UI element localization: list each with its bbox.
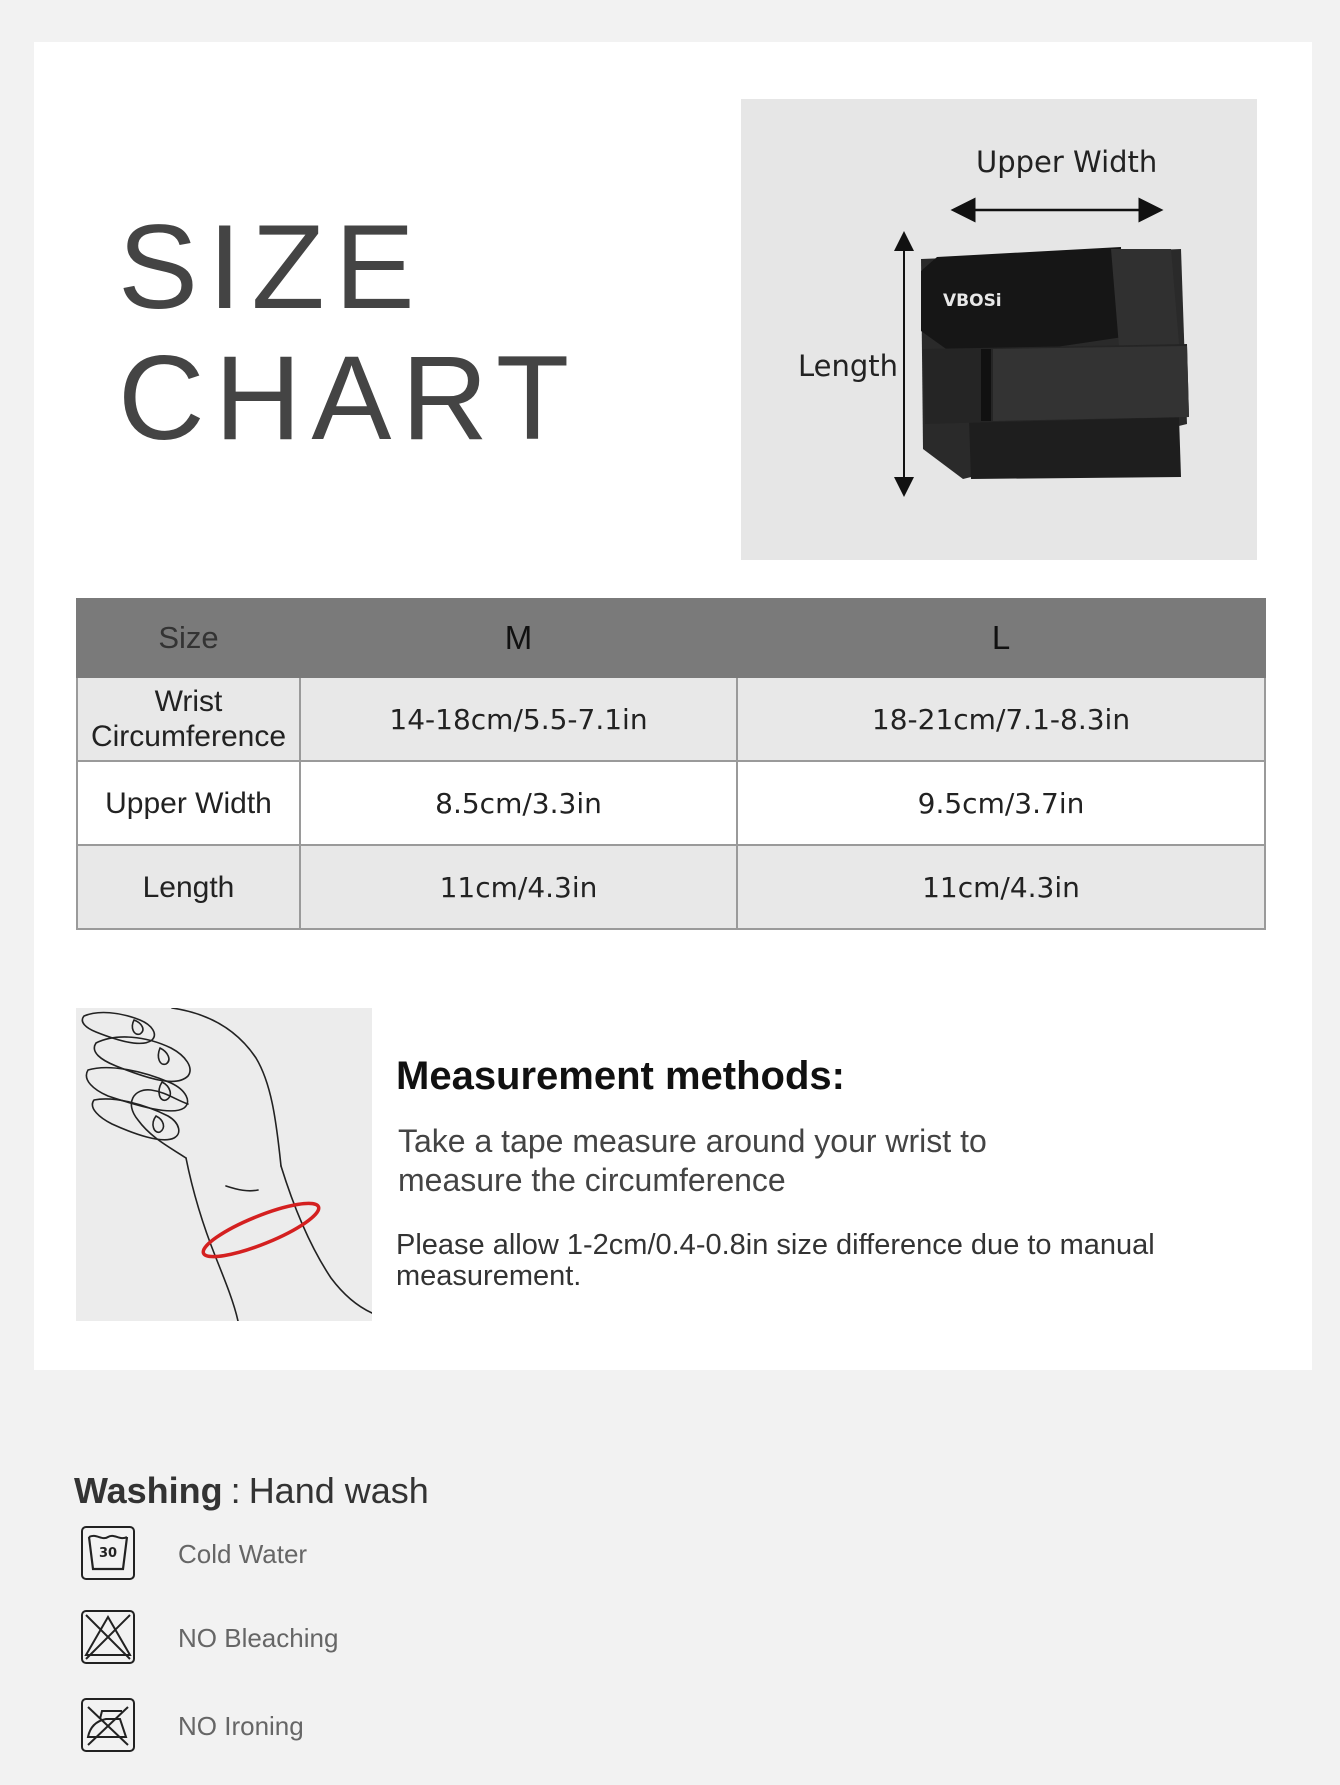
header-size: Size — [77, 599, 300, 677]
table-header-row — [77, 599, 1265, 677]
hand-wrist-icon — [76, 1008, 372, 1321]
header-size-m: M — [300, 599, 737, 677]
washing-value: Hand wash — [248, 1470, 429, 1511]
row-label-line: Wrist — [154, 685, 223, 718]
care-item-no-bleaching — [80, 1609, 680, 1669]
header-size-l: L — [737, 599, 1265, 677]
row-label-upper-width: Upper Width — [77, 761, 300, 845]
measurement-instructions: Take a tape measure around your wrist to measure the circumference — [398, 1123, 987, 1198]
care-item-cold-water — [80, 1525, 680, 1585]
wash-30-icon — [80, 1525, 136, 1581]
cell-wrist-m: 14-18cm/5.5-7.1in — [300, 677, 737, 761]
care-label-cold-water: Cold Water — [178, 1539, 308, 1569]
row-label-length: Length — [77, 845, 300, 929]
care-item-no-ironing — [80, 1697, 680, 1757]
cell-length-m: 11cm/4.3in — [300, 845, 737, 929]
cell-length-l: 11cm/4.3in — [737, 845, 1265, 929]
wash-temperature: 30 — [98, 1546, 118, 1561]
care-label-no-ironing: NO Ironing — [178, 1711, 304, 1741]
row-label-wrist-circumference — [77, 677, 300, 761]
washing-instructions — [74, 1470, 429, 1512]
page-title — [118, 202, 579, 464]
washing-key: Washing — [74, 1470, 223, 1511]
brand-logo: VBOSi — [943, 291, 1002, 311]
product-dimension-diagram — [741, 99, 1257, 560]
size-table — [76, 598, 1266, 930]
table-row-upper-width — [77, 761, 1265, 845]
cell-wrist-l: 18-21cm/7.1-8.3in — [737, 677, 1265, 761]
measurement-note: Please allow 1-2cm/0.4-0.8in size difference due to manual measurement. — [396, 1229, 1155, 1292]
title-line-chart: CHART — [118, 331, 580, 465]
table-row-wrist-circumference — [77, 677, 1265, 761]
measurement-methods-title: Measurement methods: — [396, 1054, 845, 1098]
washing-separator: : — [230, 1470, 241, 1511]
upper-width-label: Upper Width — [976, 145, 1158, 179]
cell-upper-width-m: 8.5cm/3.3in — [300, 761, 737, 845]
no-iron-icon — [80, 1697, 136, 1753]
length-label: Length — [798, 349, 899, 383]
no-bleach-icon — [80, 1609, 136, 1665]
title-line-size: SIZE — [118, 200, 425, 334]
row-label-line: Circumference — [90, 720, 287, 753]
cell-upper-width-l: 9.5cm/3.7in — [737, 761, 1265, 845]
care-label-no-bleaching: NO Bleaching — [178, 1623, 339, 1653]
table-row-length — [77, 845, 1265, 929]
size-chart-card — [34, 42, 1312, 1370]
wrist-measurement-illustration — [76, 1008, 372, 1321]
